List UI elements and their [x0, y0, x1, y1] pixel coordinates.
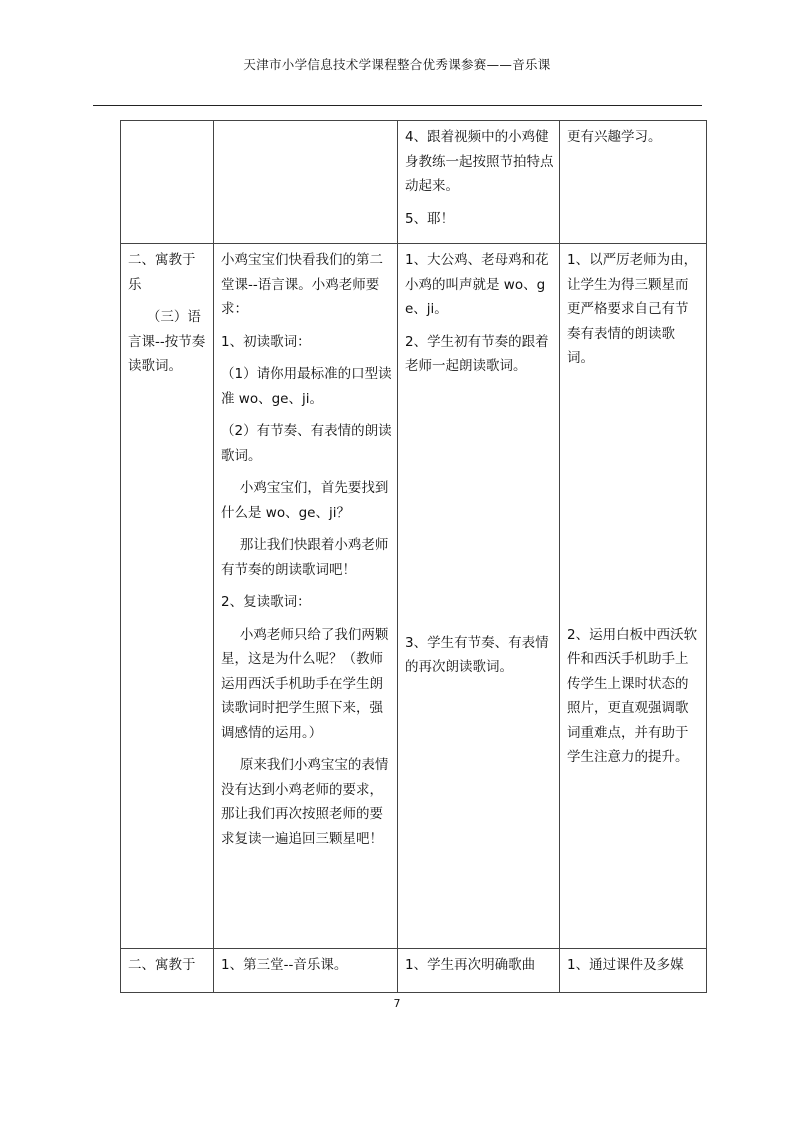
table-cell: 1、通过课件及多媒: [560, 949, 707, 993]
cell-paragraph: 2、运用白板中西沃软件和西沃手机助手上传学生上课时状态的照片，更直观强调歌词重难点，并有助于学生注意力的提升。: [567, 626, 698, 765]
lesson-plan-table: [120, 120, 707, 993]
cell-paragraph: （2）有节奏、有表情的朗读歌词。: [221, 423, 392, 464]
table-cell: 1、学生再次明确歌曲: [398, 949, 560, 993]
section-sublabel: （三）语言课--按节奏读歌词。: [128, 309, 206, 374]
cell-paragraph: 那让我们快跟着小鸡老师有节奏的朗读歌词吧！: [221, 537, 389, 578]
cell-paragraph: 更有兴趣学习。: [567, 129, 662, 145]
section-label: 二、寓教于乐: [128, 252, 196, 293]
header-divider: [93, 105, 702, 106]
cell-paragraph: 4、跟着视频中的小鸡健身教练一起按照节拍特点动起来。: [405, 129, 554, 194]
cell-paragraph: 2、学生初有节奏的跟着老师一起朗读歌词。: [405, 333, 549, 374]
page-header: 天津市小学信息技术学课程整合优秀课参赛——音乐课: [243, 57, 551, 72]
table-row: [121, 244, 707, 949]
table-cell: [560, 121, 707, 244]
cell-paragraph: 1、以严厉老师为由，让学生为得三颗星而更严格要求自己有节奏有表情的朗读歌词。: [567, 252, 698, 366]
table-cell: [398, 244, 560, 949]
table-row: [121, 949, 707, 993]
cell-paragraph: 2、复读歌词：: [221, 594, 311, 610]
cell-spacer: [567, 379, 701, 623]
table-cell: [560, 244, 707, 949]
table-cell: [121, 244, 214, 949]
table-cell: [214, 244, 398, 949]
table-cell: [121, 121, 214, 244]
cell-paragraph: 小鸡宝宝们，首先要找到什么是 wo、ge、ji？: [221, 480, 389, 521]
cell-paragraph: 小鸡宝宝们快看我们的第二堂课--语言课。小鸡老师要求：: [221, 252, 383, 317]
cell-paragraph: （1）请你用最标准的口型读准 wo、ge、ji。: [221, 366, 392, 407]
cell-paragraph: 1、初读歌词：: [221, 333, 311, 350]
cell-paragraph: 1、大公鸡、老母鸡和花小鸡的叫声就是 wo、ge、ji。: [405, 252, 549, 317]
cell-paragraph: 小鸡老师只给了我们两颗星，这是为什么呢？（教师运用西沃手机助手在学生朗读歌词时把学生照下来，强调感情的运用。）: [221, 626, 389, 741]
table-cell: 1、第三堂--音乐课。: [214, 949, 398, 993]
cell-paragraph: 3、学生有节奏、有表情的再次朗读歌词。: [405, 634, 549, 675]
table-row: [121, 121, 707, 244]
cell-spacer: [405, 387, 554, 631]
page-number: 7: [393, 997, 401, 1010]
cell-paragraph: 5、耶！: [405, 210, 455, 227]
table-cell: 二、寓教于: [121, 949, 214, 993]
table-cell: [214, 121, 398, 244]
table-cell: [398, 121, 560, 244]
cell-paragraph: 原来我们小鸡宝宝的表情没有达到小鸡老师的要求，那让我们再次按照老师的要求复读一遍追回三颗星吧！: [221, 757, 389, 847]
